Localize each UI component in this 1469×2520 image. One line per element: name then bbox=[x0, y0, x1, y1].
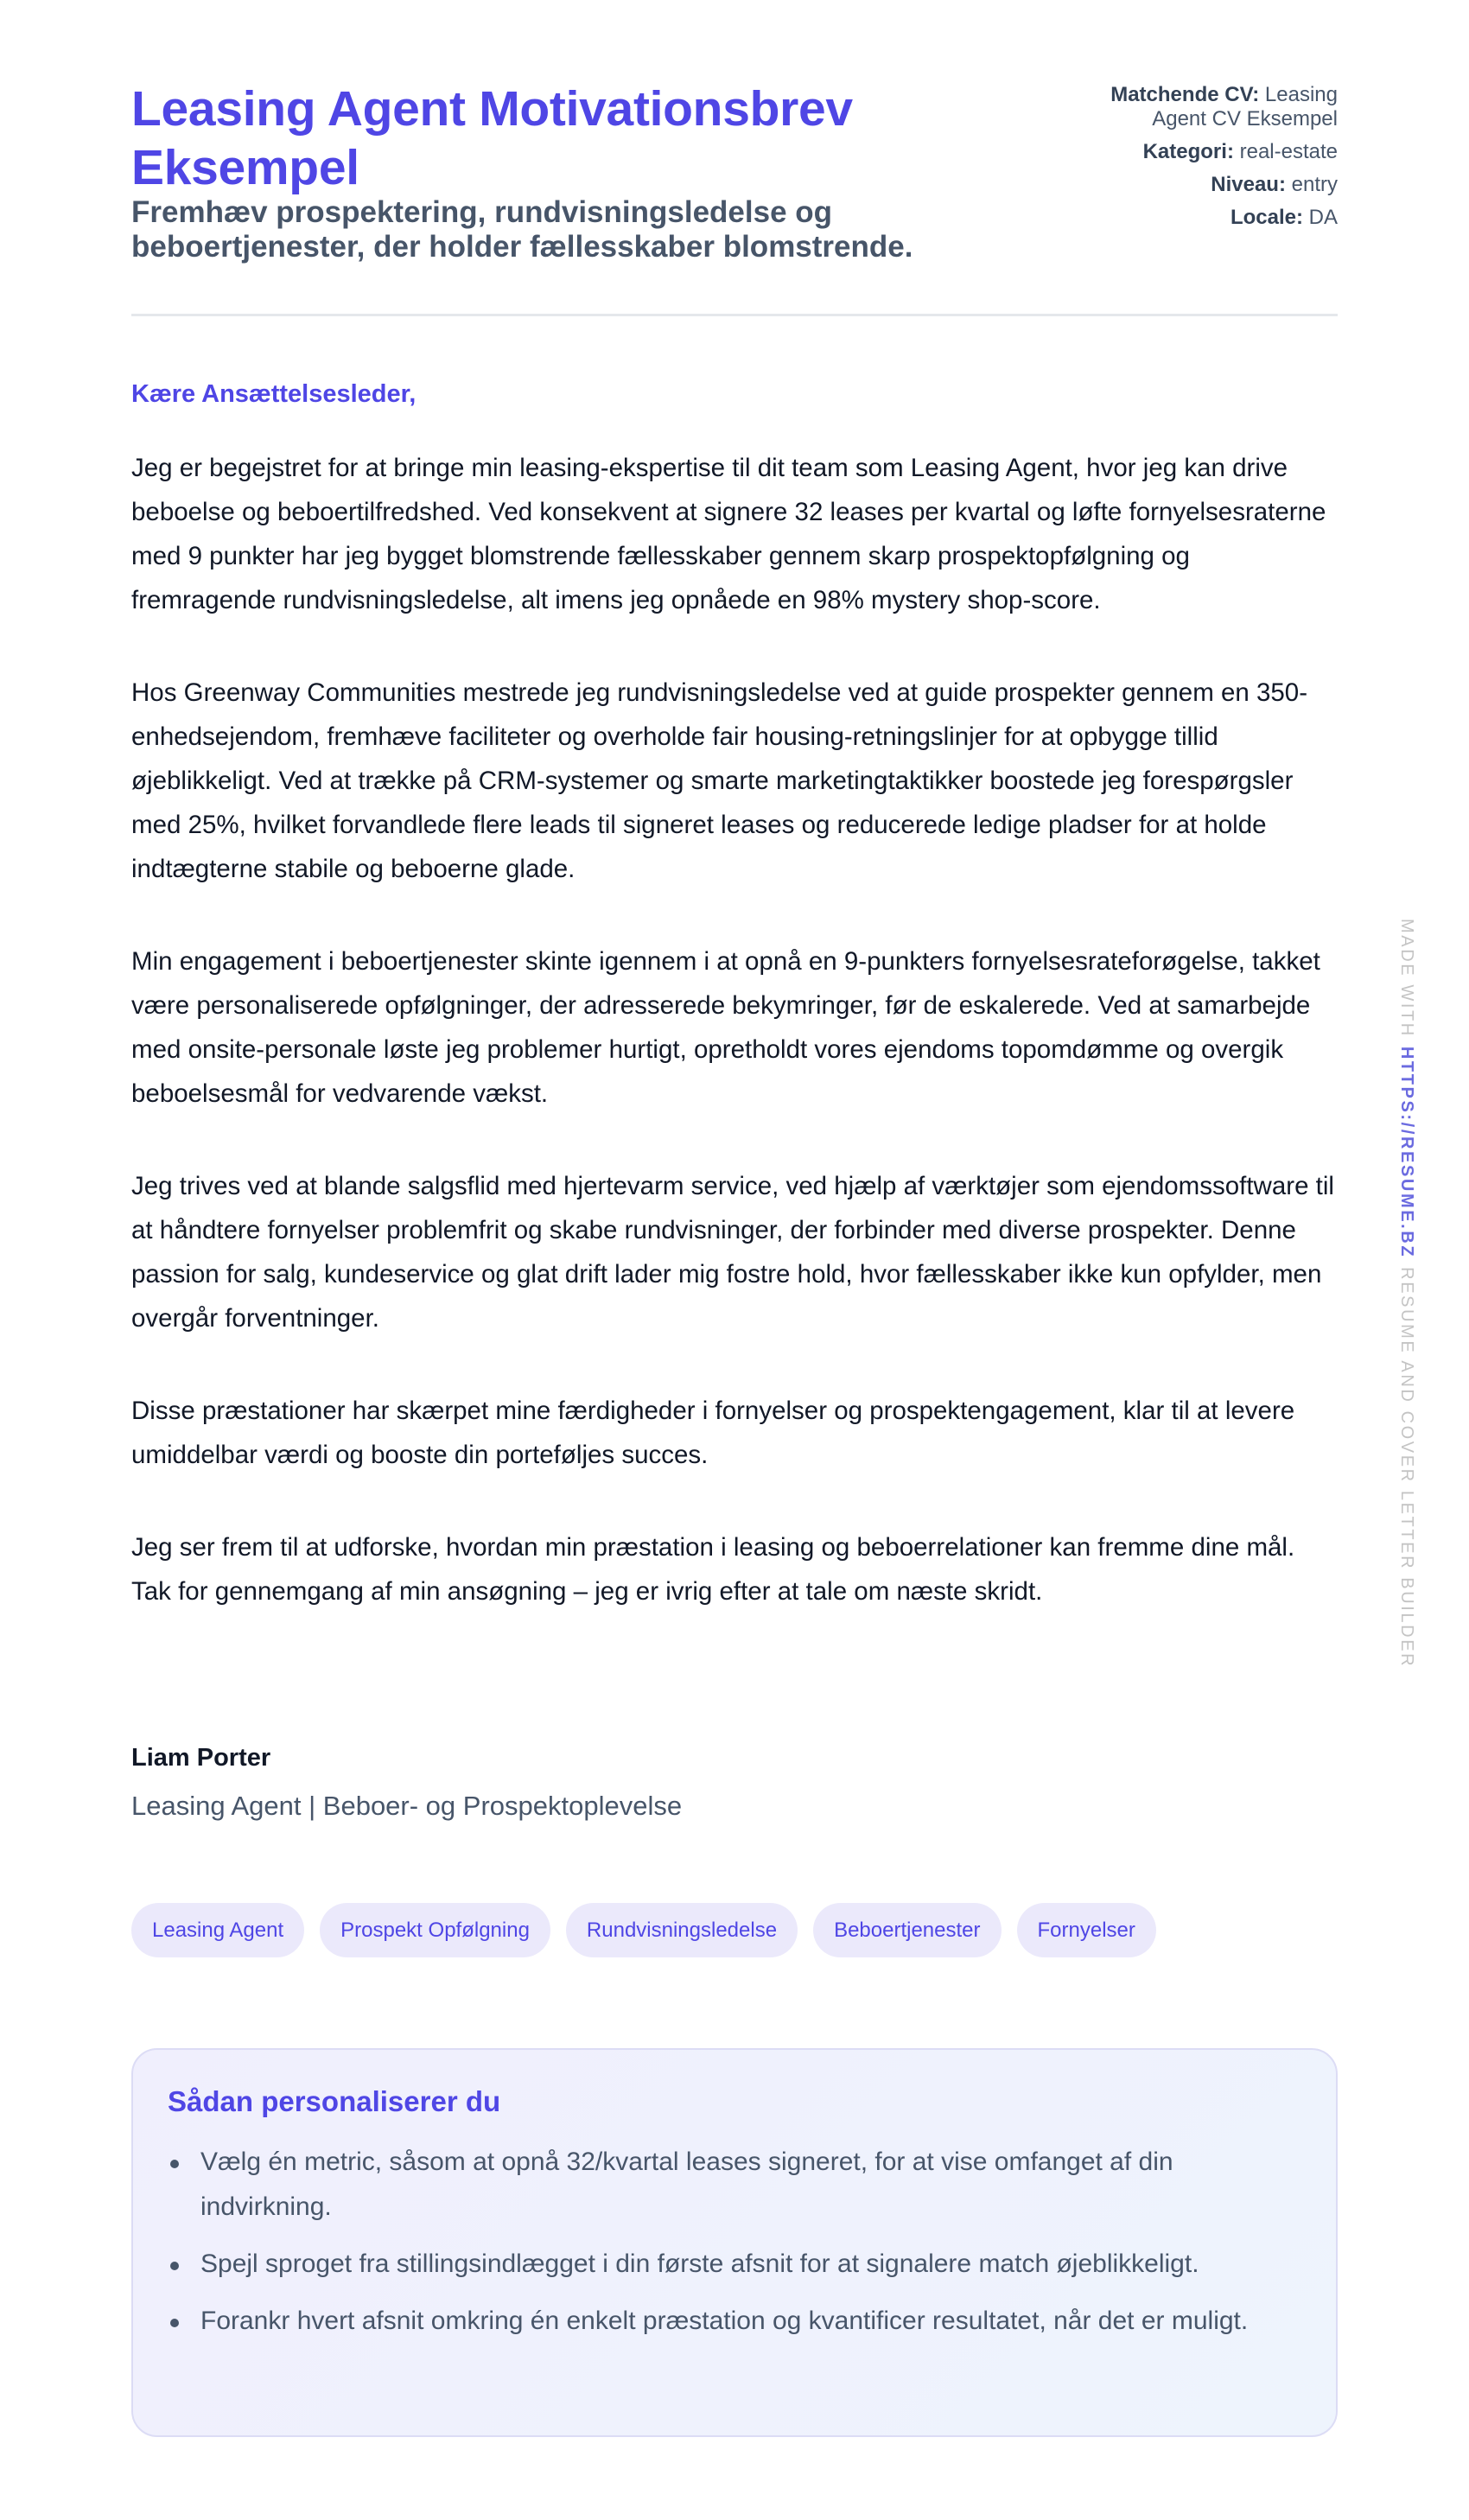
made-with-watermark bbox=[1395, 919, 1419, 1669]
letter-paragraph: Jeg trives ved at blande salgsflid med hjertevarm service, ved hjælp af værktøjer som ejendomssoftware til at håndtere fornyelser problemfrit og skabe rundvisninger, der forbinder med diverse prospekter. Denne passion for salg, kundeservice og glat drift lader mig fostre hold, hvor fællesskaber ikke kun opfylder, men overgår forventninger. bbox=[131, 1172, 1334, 1333]
letter-body bbox=[131, 446, 1338, 1662]
tag-tour-management: Rundvisningsledelse bbox=[566, 1903, 798, 1957]
tag-renewals: Fornyelser bbox=[1017, 1903, 1156, 1957]
personalization-tips-card bbox=[131, 2048, 1338, 2437]
tips-item: Vælg én metric, såsom at opnå 32/kvartal leases signeret, for at vise omfanget af din indvirkning. bbox=[168, 2140, 1301, 2230]
letter-paragraph: Jeg er begejstret for at bringe min leasing-ekspertise til dit team som Leasing Agent, hvor jeg kan drive beboelse og beboertilfredshed. Ved konsekvent at signere 32 leases per kvartal og løfte fornyelsesraterne med 9 punkter har jeg bygget blomstrende fællesskaber gennem skarp prospektopfølgning og fremragende rundvisningsledelse, alt imens jeg opnåede en 98% mystery shop-score. bbox=[131, 454, 1326, 614]
meta-matching-cv bbox=[1078, 83, 1338, 131]
page-title: Leasing Agent Motivationsbrev Eksempel bbox=[131, 81, 853, 195]
tips-item: Spejl sproget fra stillingsindlægget i din første afsnit for at signalere match øjeblikkeligt. bbox=[168, 2242, 1301, 2287]
meta-level bbox=[1078, 173, 1338, 197]
meta-info bbox=[1078, 83, 1338, 239]
cover-letter-page bbox=[131, 0, 1338, 2335]
tips-list bbox=[168, 2140, 1301, 2344]
tag-list bbox=[131, 1903, 1156, 1957]
letter-paragraph: Min engagement i beboertjenester skinte igennem i at opnå en 9-punkters fornyelsesrateforøgelse, takket være personaliserede opfølgninger, der adresserede bekymringer, før de eskalerede. Ved at samarbejde med onsite-personale løste jeg problemer hurtigt, opretholdt vores ejendoms topomdømme og overgik beboelsesmål for vedvarende vækst. bbox=[131, 947, 1320, 1108]
tag-resident-services: Beboertjenester bbox=[813, 1903, 1001, 1957]
meta-value: real-estate bbox=[1239, 140, 1338, 163]
meta-key: Locale: bbox=[1230, 206, 1303, 229]
letter-paragraph: Disse præstationer har skærpet mine færdigheder i fornyelser og prospektengagement, klar til at levere umiddelbar værdi og booste din porteføljes succes. bbox=[131, 1397, 1295, 1469]
watermark-text bbox=[1395, 919, 1419, 1668]
watermark-link[interactable]: HTTPS://RESUME.BZ bbox=[1397, 1046, 1416, 1259]
meta-value: DA bbox=[1308, 206, 1338, 229]
meta-category bbox=[1078, 140, 1338, 164]
signature-block bbox=[131, 1740, 682, 1823]
meta-value: Leasing Agent CV Eksempel bbox=[1152, 83, 1338, 130]
watermark-suffix: RESUME AND COVER LETTER BUILDER bbox=[1397, 1267, 1416, 1669]
signature-name: Liam Porter bbox=[131, 1744, 271, 1772]
tag-leasing-agent: Leasing Agent bbox=[131, 1903, 304, 1957]
meta-key: Niveau: bbox=[1211, 173, 1286, 196]
letter-paragraph: Hos Greenway Communities mestrede jeg rundvisningsledelse ved at guide prospekter gennem en 350-enhedsejendom, fremhæve faciliteter og overholde fair housing-retningslinjer for at opbygge tillid øjeblikkeligt. Ved at trække på CRM-systemer og smarte marketingtaktikker boostede jeg forespørgsler med 25%, hvilket forvandlede flere leads til signeret leases og reducerede ledige pladser for at holde indtægterne stabile og beboerne glade. bbox=[131, 678, 1308, 883]
meta-value: entry bbox=[1291, 173, 1338, 196]
letter-paragraph: Jeg ser frem til at udforske, hvordan min præstation i leasing og beboerrelationer kan fremme dine mål. Tak for gennemgang af min ansøgning – jeg er ivrig efter at tale om næste skridt. bbox=[131, 1533, 1295, 1606]
tips-title: Sådan personaliserer du bbox=[168, 2085, 501, 2117]
meta-locale bbox=[1078, 206, 1338, 230]
tag-prospect-followup: Prospekt Opfølgning bbox=[320, 1903, 550, 1957]
page-subtitle: Fremhæv prospektering, rundvisningsledelse og beboertjenester, der holder fællesskaber blomstrende. bbox=[131, 195, 913, 264]
watermark-prefix: MADE WITH bbox=[1397, 919, 1416, 1038]
title-block bbox=[131, 80, 995, 264]
page-header bbox=[131, 0, 1338, 316]
tips-item: Forankr hvert afsnit omkring én enkelt præstation og kvantificer resultatet, når det er muligt. bbox=[168, 2299, 1301, 2344]
letter-greeting: Kære Ansættelsesleder, bbox=[131, 380, 417, 408]
signature-role: Leasing Agent | Beboer- og Prospektoplevelse bbox=[131, 1791, 683, 1821]
meta-key: Kategori: bbox=[1142, 140, 1234, 163]
meta-key: Matchende CV: bbox=[1110, 83, 1260, 106]
